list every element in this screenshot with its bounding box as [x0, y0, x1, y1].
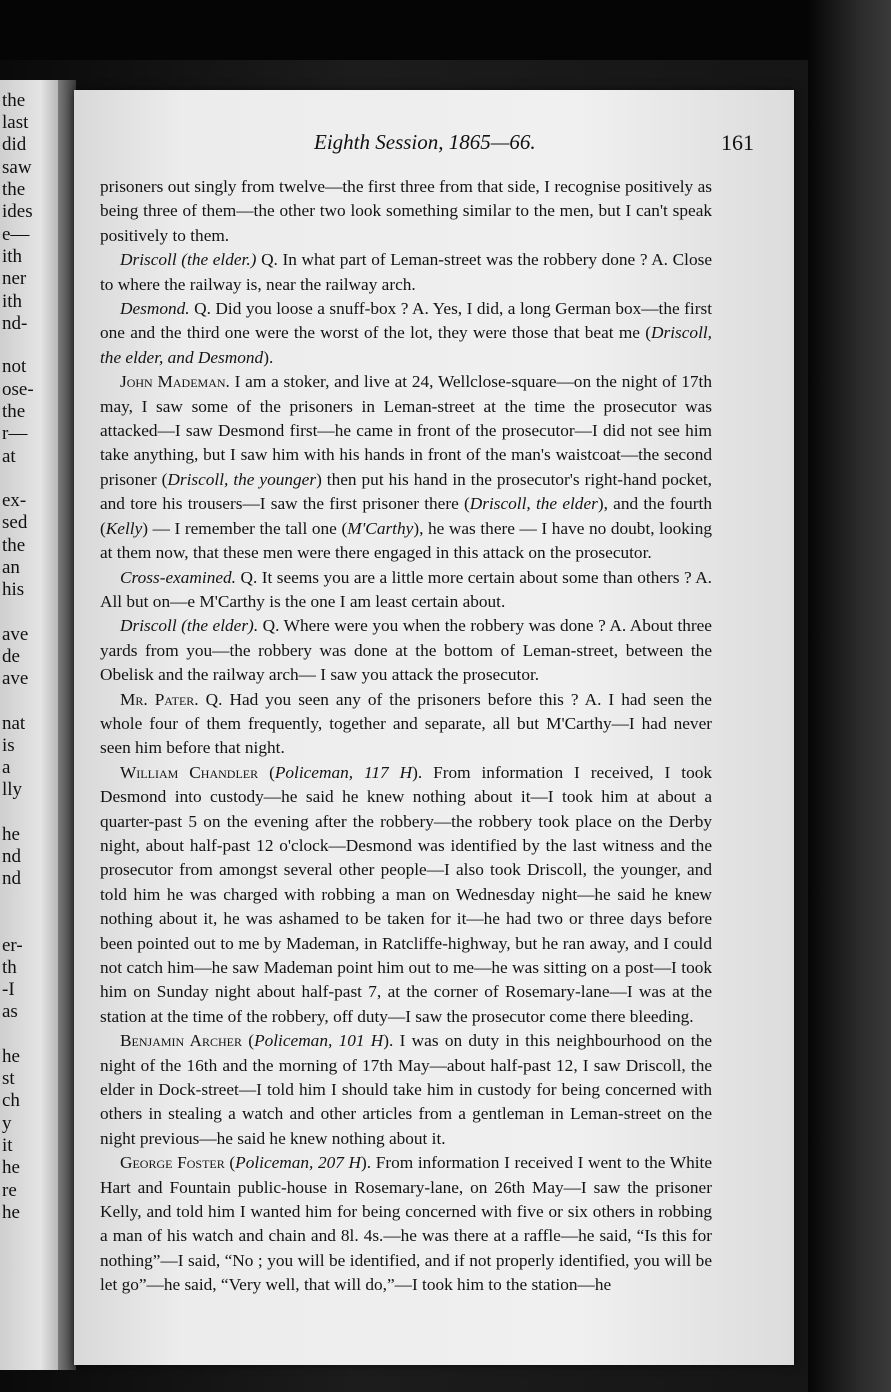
paragraph: John Mademan. I am a stoker, and live at 24, Wellclose-square—on the night of 17th may, I saw some of the prisoners in Leman-street at the time the prosecutor was attacked—I saw Desmond first—he came in front of the prosecutor—I did not see him take anything, but I saw him with his hands in front of the man's waistcoat—the second prisoner (Driscoll, the younger) then put his hand in the prosecutor's right-hand pocket, and tore his trousers—I saw the first prisoner there (Driscoll, the elder), and the fourth (Kelly) — I remember the tall one (M'Carthy), he was there — I have no doubt, looking at them now, that these men were there engaged in this attack on the prosecutor. [100, 372, 712, 563]
previous-page-edge [0, 80, 58, 1370]
paragraph: Mr. Pater. Q. Had you seen any of the prisoners before this ? A. I had seen the whole four of them frequently, together and separate, all but M'Carthy—I had never seen him before that night. [100, 689, 712, 758]
previous-page-text-fragment: nd- [2, 313, 28, 334]
previous-page-text-fragment: ides [2, 201, 33, 222]
page-body [100, 175, 712, 1298]
previous-page-text-fragment: re [2, 1180, 17, 1201]
previous-page-text-fragment: the [2, 90, 26, 111]
previous-page-text-fragment: as [2, 1001, 18, 1022]
previous-page-text-fragment: not [2, 356, 27, 377]
previous-page-text-fragment: he [2, 1046, 20, 1067]
previous-page-text-fragment: an [2, 557, 20, 578]
previous-page-text-fragment: r— [2, 423, 28, 444]
previous-page-text-fragment: he [2, 1202, 20, 1223]
previous-page-text-fragment: nd [2, 846, 21, 867]
paragraph: Driscoll (the elder). Q. Where were you when the robbery was done ? A. About three yards from you—the robbery was done at the bottom of Leman-street, between the Obelisk and the railway arch— I saw you attack the prosecutor. [100, 616, 712, 685]
witness-name: John Mademan. [120, 372, 230, 392]
previous-page-text-fragment: his [2, 579, 25, 600]
previous-page-text-fragment: he [2, 824, 20, 845]
scan-right-border [808, 0, 891, 1392]
paragraph: Benjamin Archer (Policeman, 101 H). I was on duty in this neighbourhood on the night of the 16th and the morning of 17th May—about half-past 12, I saw Driscoll, the elder in Dock-street—I told him I should take him in custody for being concerned with others in stealing a watch and other articles from a gentleman in Leman-street on the night previous—he said he knew nothing about it. [100, 1031, 713, 1148]
paragraph: George Foster (Policeman, 207 H). From information I received I went to the White Hart and Fountain public-house in Rosemary-lane, on 26th May—I saw the prisoner Kelly, and told him I wanted him for being concerned with five or six others in robbing a man of his watch and chain and 8l. 4s.—he was there at a raffle—he said, “Is this for nothing”—I said, “No ; you will be identified, and if not properly identified, you will be let go”—he said, “Very well, that will do,”—I took him to the station—he [100, 1153, 712, 1295]
witness-name: Mr. Pater. [120, 689, 199, 709]
previous-page-text-fragment: last [2, 112, 29, 133]
previous-page-text-fragment: ith [2, 246, 23, 267]
witness-name: George Foster [120, 1153, 225, 1173]
previous-page-text-fragment: ex- [2, 490, 27, 511]
witness-name: William Chandler [120, 762, 259, 782]
previous-page-text-fragment: did [2, 134, 27, 155]
previous-page-text-fragment: de [2, 646, 20, 667]
previous-page-text-fragment: a [2, 757, 11, 778]
previous-page-text-fragment: y [2, 1113, 12, 1134]
previous-page-text-fragment: th [2, 957, 17, 978]
paragraph: William Chandler (Policeman, 117 H). From information I received, I took Desmond into custody—he said he knew nothing about it—I took him at about a quarter-past 5 on the evening after the robbery—the robbery took place on the Derby night, about half-past 12 o'clock—Desmond was identified by the last witness and the prosecutor from amongst several other people—I also took Driscoll, the younger, and told him he was charged with robbing a man on Wednesday night—he said he knew nothing about it, he was ashamed to be taken for it—he had two or three days before been pointed out to me by Mademan, in Ratcliffe-highway, but he ran away, and I could not catch him—he saw Mademan point him out to me—he was sitting on a post—I took him on Sunday night about half-past 7, at the corner of Rosemary-lane—I was at the station at the time of the robbery, off duty—I saw the prosecutor come there bleeding. [100, 762, 712, 1026]
previous-page-text-fragment: nat [2, 713, 26, 734]
previous-page-text-fragment: ith [2, 291, 23, 312]
scan-top-border [0, 0, 891, 60]
previous-page-text-fragment: at [2, 446, 16, 467]
witness-name: Benjamin Archer [120, 1031, 243, 1051]
previous-page-text-fragment: er- [2, 935, 23, 956]
previous-page-text-fragment: lly [2, 779, 23, 800]
previous-page-text-fragment: ave [2, 624, 29, 645]
previous-page-text-fragment: nd [2, 868, 21, 889]
running-header [104, 130, 784, 160]
paragraph: Cross-examined. Q. It seems you are a little more certain about some than others ? A. All but on—e M'Carthy is the one I am least certain about. [100, 567, 712, 611]
paragraph: Desmond. Q. Did you loose a snuff-box ? A. Yes, I did, a long German box—the first one and the third one were the worst of the lot, they were those that beat me (Driscoll, the elder, and Desmond). [100, 299, 712, 367]
paragraph: Driscoll (the elder.) Q. In what part of Leman-street was the robbery done ? A. Close to where the railway is, near the railway arch. [100, 250, 712, 294]
previous-page-text-fragment: -I [2, 979, 15, 1000]
previous-page-text-fragment: e— [2, 224, 30, 245]
running-title: Eighth Session, 1865—66. [314, 130, 536, 154]
previous-page-text-fragment: ose- [2, 379, 34, 400]
paragraph: prisoners out singly from twelve—the first three from that side, I recognise positively as being three of them—the other two look something similar to the men, but I can't speak positively to them. [100, 177, 712, 245]
previous-page-text-fragment: st [2, 1068, 15, 1089]
book-page [74, 90, 794, 1365]
previous-page-text-fragment: it [2, 1135, 13, 1156]
previous-page-text-fragment: the [2, 535, 26, 556]
previous-page-text-fragment: he [2, 1157, 20, 1178]
previous-page-text-fragment: ave [2, 668, 29, 689]
previous-page-text-fragment: the [2, 179, 26, 200]
page-number: 161 [721, 130, 754, 155]
previous-page-text-fragment: the [2, 401, 26, 422]
previous-page-text-fragment: saw [2, 157, 32, 178]
previous-page-text-fragment: sed [2, 512, 28, 533]
previous-page-text-fragment: is [2, 735, 15, 756]
previous-page-text-fragment: ch [2, 1090, 20, 1111]
previous-page-text-fragment: ner [2, 268, 27, 289]
